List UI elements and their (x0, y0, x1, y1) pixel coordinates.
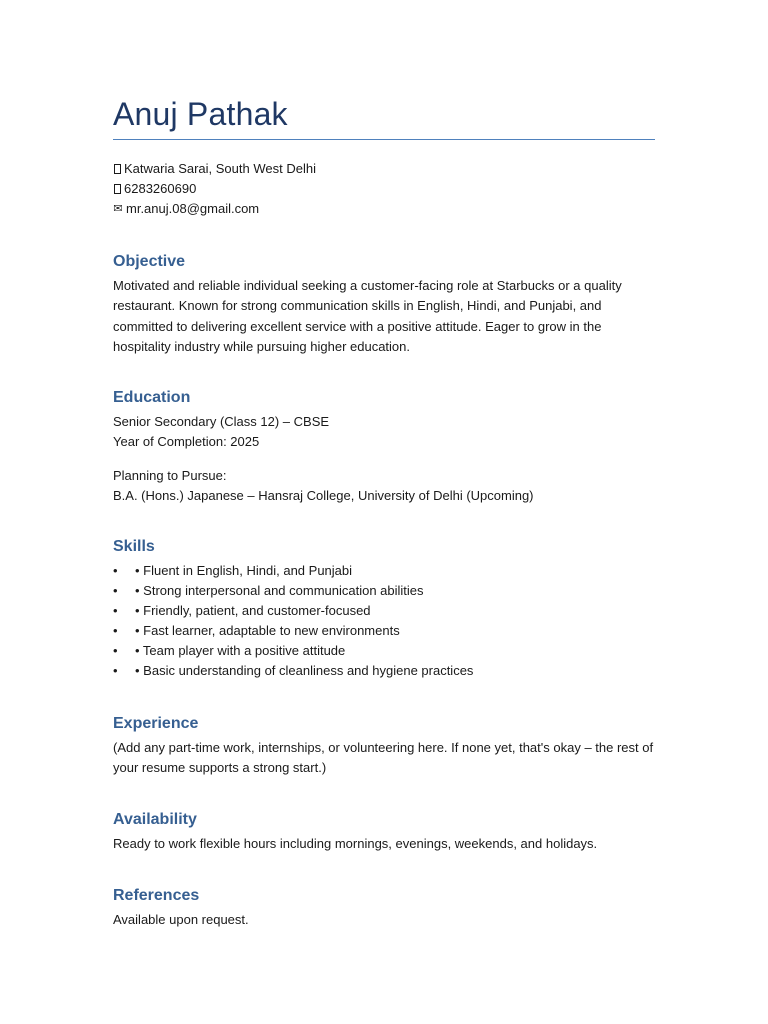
phone-text: 6283260690 (124, 181, 197, 196)
skill-text: • Fast learner, adaptable to new environments (135, 623, 400, 638)
bullet-icon: • (113, 603, 118, 618)
skill-text: • Friendly, patient, and customer-focused (135, 603, 371, 618)
education-line-1: Senior Secondary (Class 12) – CBSE (113, 414, 330, 429)
skill-text: • Team player with a positive attitude (135, 643, 346, 658)
experience-text: (Add any part-time work, internships, or volunteering here. If none yet, that's okay – the rest of your resume supports a strong start.) (113, 740, 654, 776)
list-item (113, 561, 655, 581)
references-text: Available upon request. (113, 912, 249, 927)
references-section (113, 886, 655, 930)
section-heading-education: Education (113, 389, 191, 406)
missing-glyph-box-icon (114, 164, 121, 174)
section-heading-availability: Availability (113, 811, 197, 828)
availability-section (113, 810, 655, 854)
education-line-4: B.A. (Hons.) Japanese – Hansraj College, University of Delhi (Upcoming) (113, 487, 534, 503)
skill-text: • Strong interpersonal and communication abilities (135, 583, 424, 598)
contact-phone (113, 179, 316, 199)
skill-text: • Fluent in English, Hindi, and Punjabi (135, 563, 353, 578)
spacer (113, 453, 655, 466)
resume-page (113, 0, 655, 1024)
list-item (113, 601, 655, 621)
bullet-icon: • (113, 623, 118, 638)
bullet-icon: • (113, 563, 118, 578)
bullet-icon: • (113, 663, 118, 678)
skills-section (113, 537, 655, 681)
location-text: Katwaria Sarai, South West Delhi (124, 161, 316, 176)
section-heading-objective: Objective (113, 253, 186, 270)
section-heading-references: References (113, 887, 200, 904)
list-item (113, 661, 655, 681)
missing-glyph-box-icon (114, 184, 121, 194)
education-line-2: Year of Completion: 2025 (113, 434, 260, 450)
contact-block (113, 159, 316, 219)
envelope-icon: ✉ (113, 203, 123, 215)
skill-text: • Basic understanding of cleanliness and hygiene practices (135, 663, 474, 678)
education-line-3: Planning to Pursue: (113, 467, 227, 483)
email-text: mr.anuj.08@gmail.com (126, 201, 260, 216)
bullet-icon: • (113, 643, 118, 658)
education-section (113, 388, 655, 506)
objective-section (113, 252, 655, 357)
skills-list (113, 561, 655, 681)
section-heading-skills: Skills (113, 538, 155, 555)
experience-section (113, 714, 655, 779)
availability-text: Ready to work flexible hours including mornings, evenings, weekends, and holidays. (113, 836, 598, 851)
bullet-icon: • (113, 583, 118, 598)
name-divider (113, 139, 655, 140)
section-heading-experience: Experience (113, 715, 199, 732)
list-item (113, 581, 655, 601)
list-item (113, 621, 655, 641)
contact-location (113, 159, 316, 179)
list-item (113, 641, 655, 661)
resume-name: Anuj Pathak (113, 96, 288, 132)
contact-email (113, 199, 316, 219)
objective-text: Motivated and reliable individual seeking a customer-facing role at Starbucks or a quality restaurant. Known for strong communication skills in English, Hindi, and Punjabi, and committed to delivering excellent service with a positive attitude. Eager to grow in the hospitality industry while pursuing higher education. (113, 278, 622, 354)
